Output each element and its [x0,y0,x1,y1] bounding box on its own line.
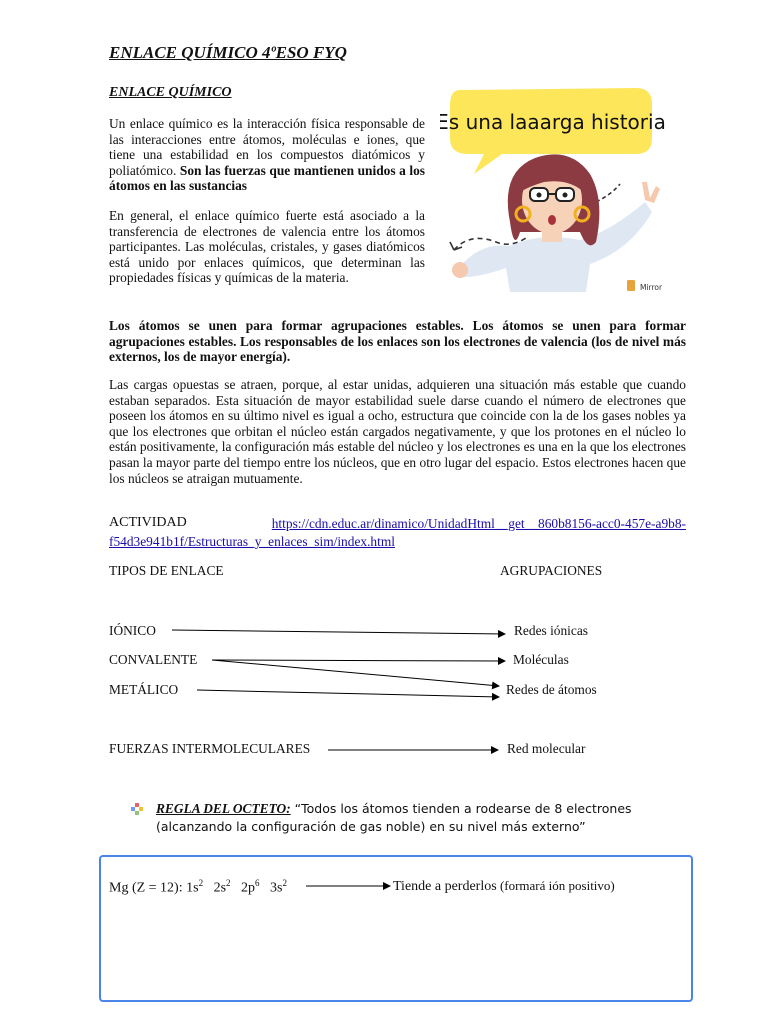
mg-2p: 2p [241,880,256,896]
general-paragraph: En general, el enlace químico fuerte está asociado a la transferencia de electrones de valencia entre los átomos participantes. Las moléculas, cristales, y gases diatómicos está unido por enlaces químicos, que determinan las propiedades físicas y químicas de la materia. [109,208,425,286]
arrow-ionic [172,630,505,634]
bond-types-header: TIPOS DE ENLACE [109,563,224,578]
sup-1s: 2 [198,878,204,888]
speech-text: Es una laaarga historia [440,110,666,134]
bond-covalent: CONVALENTE [109,652,198,667]
groupings-header: AGRUPACIONES [500,563,603,578]
arrow-covalent-atoms [212,660,499,686]
octet-rule-text [156,800,690,836]
sup-3s: 2 [282,878,287,888]
intro-text: Un enlace químico es la interacción física responsable de las interacciones entre átomos, moléculas e iones, que tiene una estabilidad en los compuestos diatómicos y poliatómico. [109,116,425,178]
mirror-watermark: Mirror [640,283,663,292]
intro-bold-text: Son las fuerzas que mantienen unidos a los átomos en las sustancias [109,162,425,194]
mg-result-note: (formará ión positivo) [496,878,615,893]
bond-ionic: IÓNICO [109,623,156,638]
octet-rule-quote: “Todos los átomos tienden a rodearse de 8 electrones (alcanzando la configuración de gas noble) en su nivel más externo” [156,801,632,834]
octet-rule [130,800,690,836]
mg-3s: 3s [270,880,283,896]
bond-intermolecular: FUERZAS INTERMOLECULARES [109,741,311,756]
bullet-diamond-icon [130,802,144,816]
arrow-metallic [197,690,499,697]
activity-link-line-2[interactable]: f54d3e941b1f/Estructuras_y_enlaces_sim/index.html [109,534,395,549]
bold-paragraph: Los átomos se unen para formar agrupaciones estables. Los átomos se unen para formar agrupaciones estables. Los responsables de los enlaces son los electrones de valencia (los de nivel más externos, los de mayor energía). [109,318,686,365]
group-molecules: Moléculas [513,652,569,667]
document-title: ENLACE QUÍMICO 4ºESO FYQ [109,43,347,62]
group-atom-networks: Redes de átomos [506,682,597,697]
sup-2s: 2 [226,878,231,888]
mg-result-main: Tiende a perderlos [393,879,497,894]
bond-metallic: METÁLICO [109,682,179,697]
mg-2s: 2s [213,880,227,896]
arrow-covalent-molecules [212,660,505,661]
section-heading: ENLACE QUÍMICO [109,85,232,100]
activity-link-line-1[interactable]: https://cdn.educ.ar/dinamico/UnidadHtml__get__860b8156-acc0-457e-a9b8- [271,516,686,531]
group-ionic-networks: Redes iónicas [514,623,589,638]
group-molecular-network: Red molecular [507,741,586,756]
sup-2p: 6 [255,878,260,888]
mg-configuration [109,878,287,897]
activity-label: ACTIVIDAD [109,515,187,530]
mg-prefix: Mg (Z = 12): 1s [109,880,199,896]
octet-rule-label: REGLA DEL OCTETO: [156,801,291,816]
charges-paragraph: Las cargas opuestas se atraen, porque, al estar unidas, adquieren una situación más estable que cuando estaban separados. Esta situación de mayor estabilidad suele darse cuando el número de electrones que poseen los átomos en su último nivel es igual a ocho, estructura que coincide con la de los gases nobles ya que los electrones que orbitan el núcleo están cargados negativamente, y que los protones en el núcleo lo están positivamente, la configuración más estable del núcleo y los electrones es una en la que los electrones pasan la mayor parte del tiempo entre los núcleos, que en otro lugar del espacio. Estos electrones hacen que los núcleos se atraigan mutuamente. [109,377,686,486]
mg-result [393,878,615,895]
